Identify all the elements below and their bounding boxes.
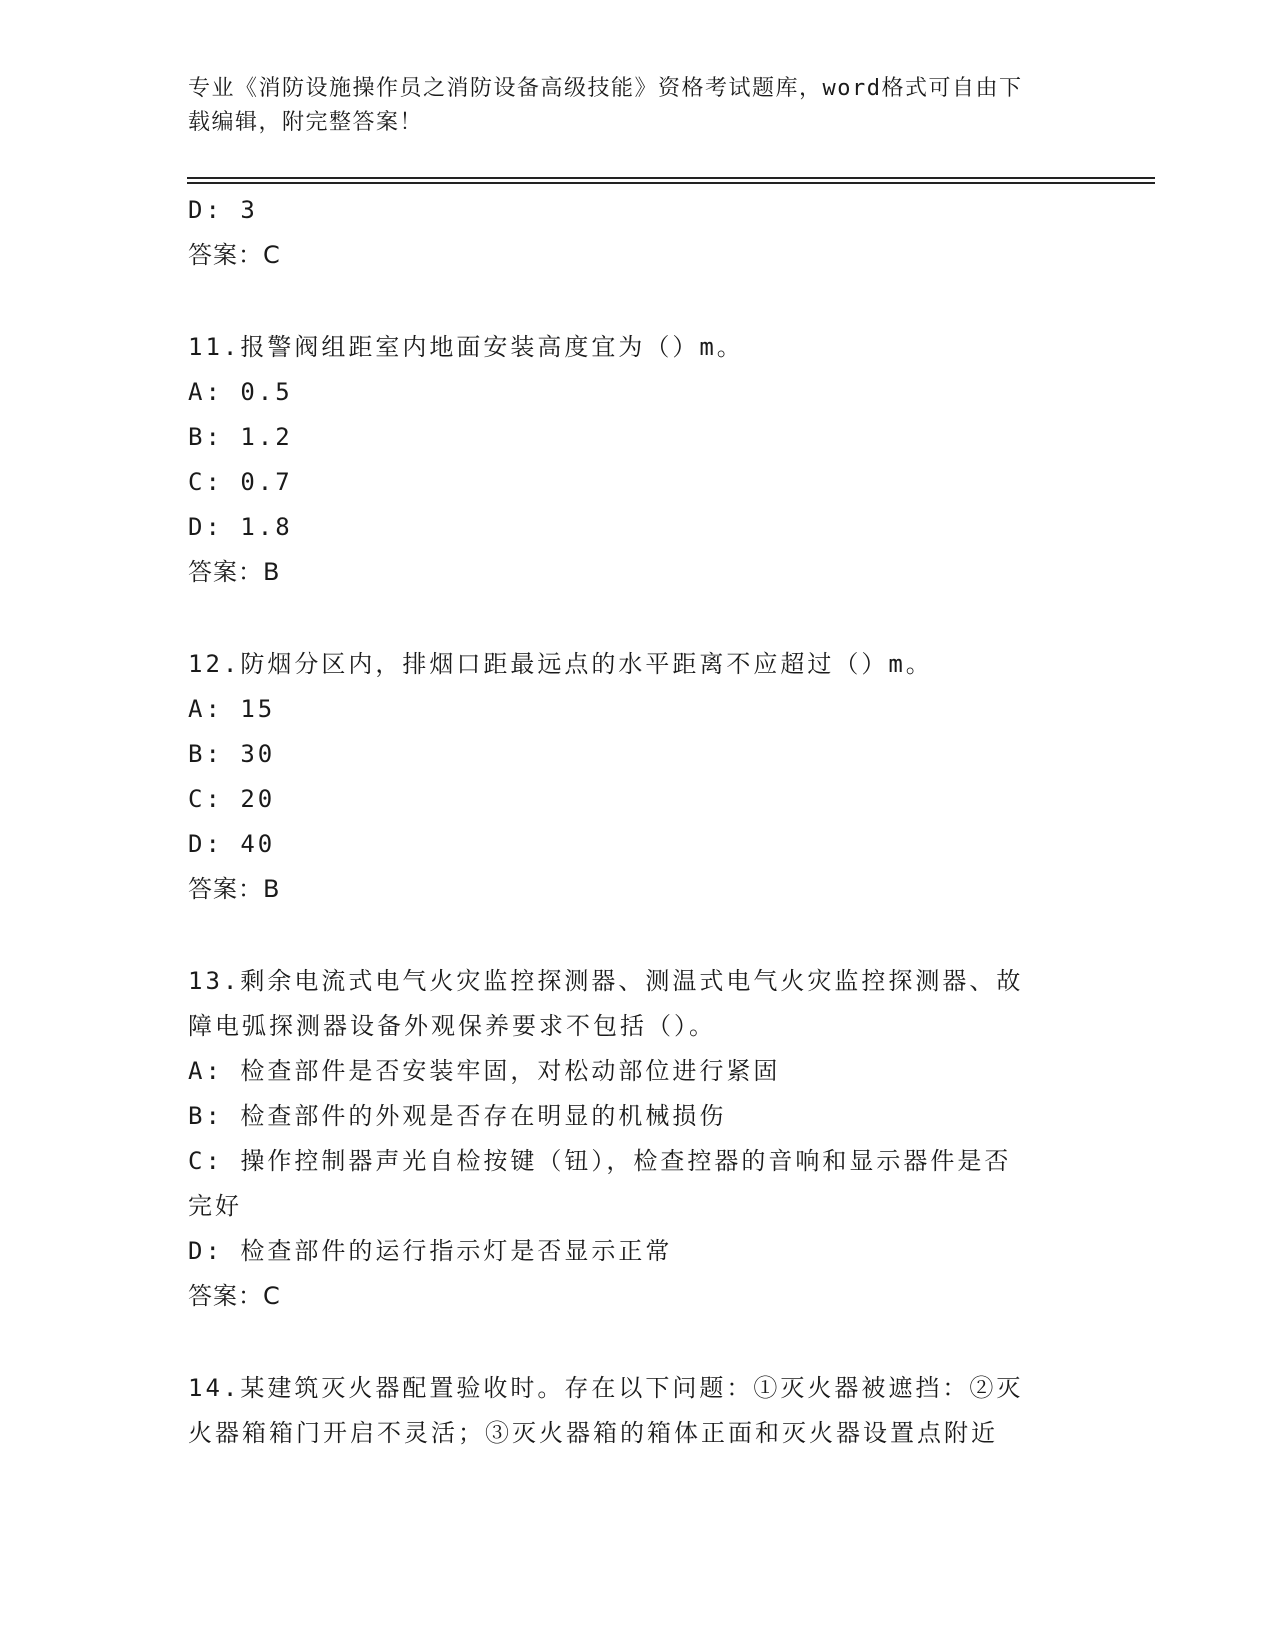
header-line-2: 载编辑，附完整答案！ (188, 110, 424, 135)
question-14 (188, 1366, 1088, 1456)
question-12-option-b: B: 30 (188, 740, 276, 768)
question-12-option-c: C: 20 (188, 785, 276, 813)
document-header (188, 72, 1088, 140)
spacer (188, 912, 1088, 959)
question-12-option-d: D: 40 (188, 830, 276, 858)
question-13-stem-line-2: 障电弧探测器设备外观保养要求不包括（）。 (188, 1012, 716, 1040)
spacer (188, 595, 1088, 642)
prev-option-d: D: 3 (188, 196, 258, 224)
question-13-answer: 答案：C (188, 1282, 281, 1310)
question-11 (188, 325, 1088, 595)
header-rule-top (187, 177, 1155, 179)
header-line-1: 专业《消防设施操作员之消防设备高级技能》资格考试题库，word格式可自由下 (188, 76, 1023, 101)
question-13 (188, 959, 1088, 1319)
question-12-answer: 答案：B (188, 875, 281, 903)
question-13-option-b: B: 检查部件的外观是否存在明显的机械损伤 (188, 1102, 727, 1130)
spacer (188, 1319, 1088, 1366)
question-13-option-d: D: 检查部件的运行指示灯是否显示正常 (188, 1237, 673, 1265)
question-content (188, 188, 1088, 1456)
question-11-option-c: C: 0.7 (188, 468, 293, 496)
question-11-option-d: D: 1.8 (188, 513, 293, 541)
question-11-option-b: B: 1.2 (188, 423, 293, 451)
prev-answer: 答案：C (188, 241, 281, 269)
question-13-option-c-line-2: 完好 (188, 1192, 242, 1220)
question-13-stem-line-1: 13.剩余电流式电气火灾监控探测器、测温式电气火灾监控探测器、故 (188, 967, 1024, 995)
question-12-stem: 12.防烟分区内，排烟口距最远点的水平距离不应超过（）m。 (188, 650, 933, 678)
question-11-stem: 11.报警阀组距室内地面安装高度宜为（）m。 (188, 333, 744, 361)
question-13-option-a: A: 检查部件是否安装牢固，对松动部位进行紧固 (188, 1057, 781, 1085)
question-14-stem-line-1: 14.某建筑灭火器配置验收时。存在以下问题：①灭火器被遮挡：②灭 (188, 1374, 1024, 1402)
question-12-option-a: A: 15 (188, 695, 276, 723)
question-11-option-a: A: 0.5 (188, 378, 293, 406)
question-14-stem-line-2: 火器箱箱门开启不灵活；③灭火器箱的箱体正面和灭火器设置点附近 (188, 1419, 998, 1447)
question-13-option-c-line-1: C: 操作控制器声光自检按键（钮），检查控器的音响和显示器件是否 (188, 1147, 1012, 1175)
spacer (188, 278, 1088, 325)
question-12 (188, 642, 1088, 912)
question-11-answer: 答案：B (188, 558, 281, 586)
header-rule-bottom (187, 182, 1155, 184)
